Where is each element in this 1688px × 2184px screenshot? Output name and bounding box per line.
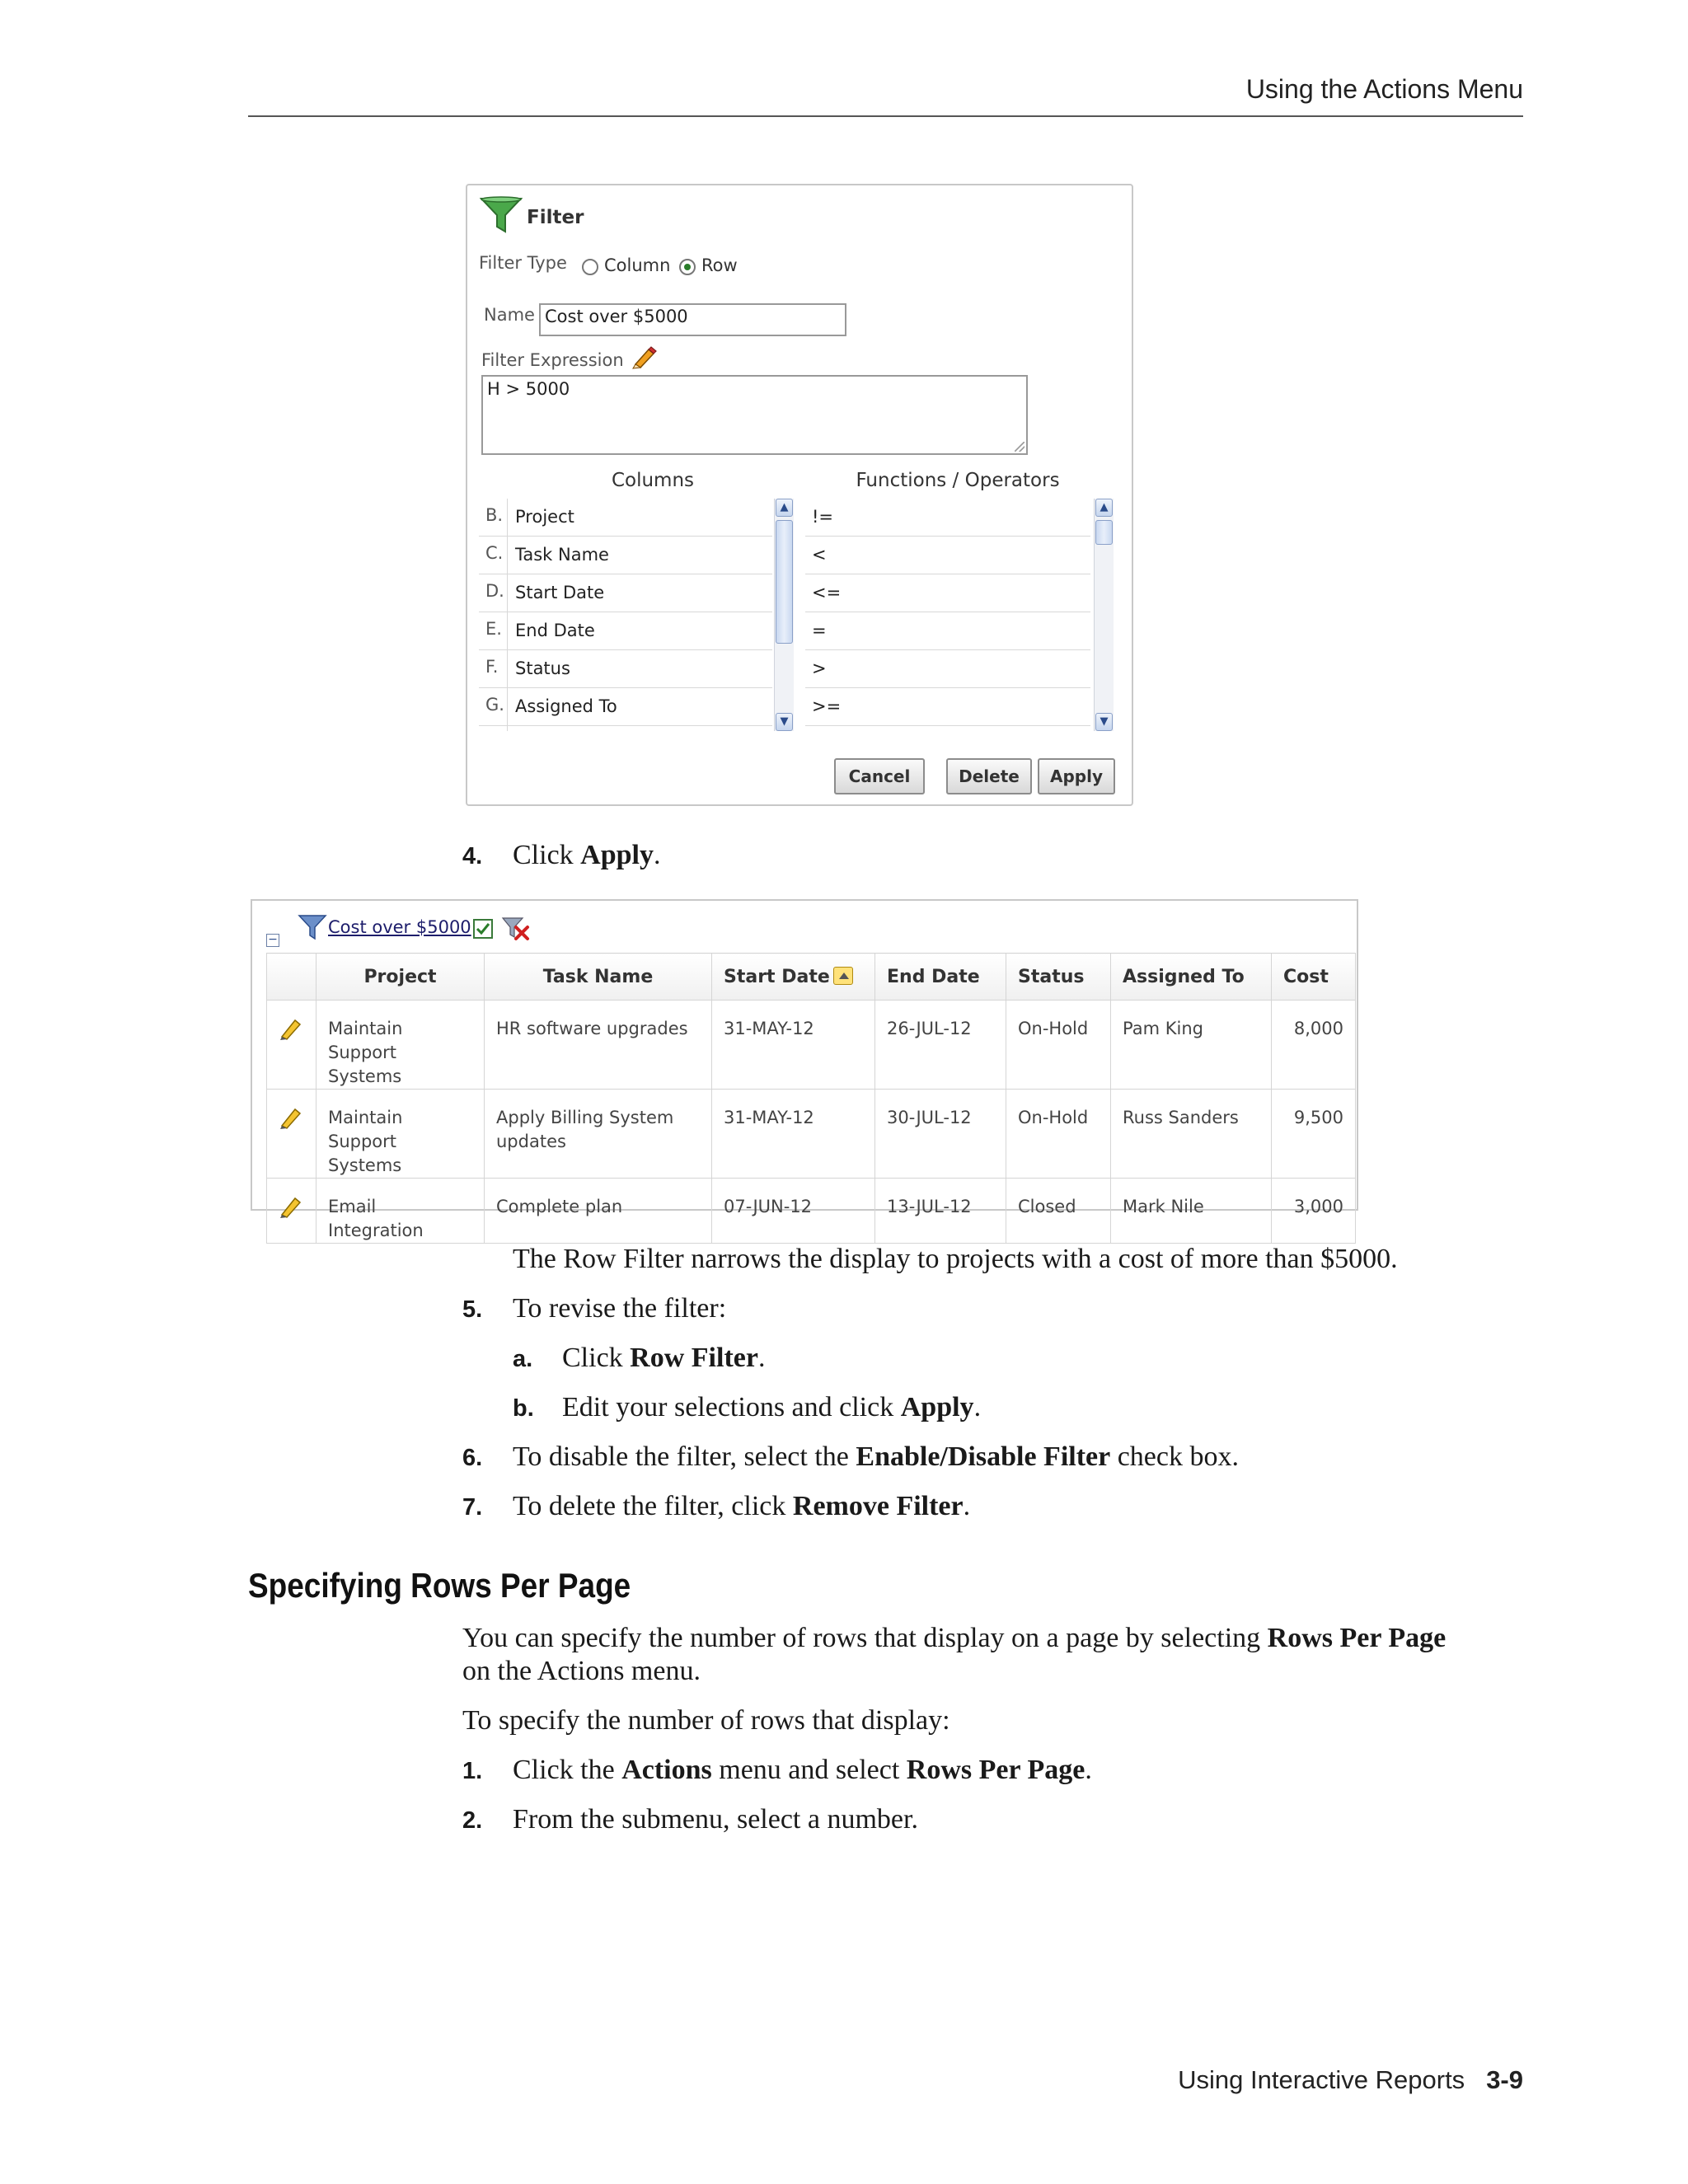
filter-type-row-radio[interactable] [679,259,696,275]
table-row [267,1090,1356,1179]
table-row [267,1001,1356,1090]
column-header-task-name[interactable]: Task Name [485,954,712,1001]
cell-start-date: 07-JUN-12 [712,1179,875,1244]
cell-assigned-to: Mark Nile [1111,1179,1272,1244]
section-intro-line2: on the Actions menu. [462,1656,701,1686]
list-item[interactable]: B. Project [479,499,772,537]
filter-expression-label: Filter Expression [481,350,624,370]
list-item[interactable]: C. Task Name [479,537,772,574]
list-item[interactable]: != [805,499,1090,537]
filter-funnel-icon [298,913,327,941]
report-table [266,953,1356,1244]
columns-list [479,499,772,731]
running-header [248,71,1523,117]
scroll-up-icon[interactable]: ▲ [1095,499,1113,517]
list-item[interactable]: >= [805,688,1090,726]
enable-disable-filter-checkbox[interactable] [473,919,493,939]
column-header-project[interactable]: Project [316,954,485,1001]
section-intro-line1: You can specify the number of rows that display on a page by selecting Rows Per Page [462,1623,1447,1653]
name-label: Name [484,305,535,325]
cell-status: On-Hold [1006,1001,1111,1090]
substep-letter: a. [513,1346,533,1372]
cell-status: On-Hold [1006,1090,1111,1179]
cell-project: Email Integration [316,1179,485,1244]
list-item[interactable]: F. Status [479,650,772,688]
cell-cost: 3,000 [1272,1179,1356,1244]
step-number: 6. [462,1445,483,1471]
scroll-thumb[interactable] [776,520,793,644]
cell-cost: 9,500 [1272,1090,1356,1179]
filter-expression-textarea[interactable] [481,375,1028,455]
list-item[interactable]: > [805,650,1090,688]
step-text: To delete the filter, click Remove Filter. [513,1491,971,1521]
list-item[interactable]: G. Assigned To [479,688,772,726]
step-number: 5. [462,1296,483,1323]
list-item[interactable]: < [805,537,1090,574]
operators-scrollbar[interactable] [1094,499,1114,731]
remove-filter-icon[interactable] [501,916,531,942]
filter-dialog-title: Filter [527,207,584,228]
cell-task: Complete plan [485,1179,712,1244]
cell-end-date: 30-JUL-12 [875,1090,1006,1179]
step-text: From the submenu, select a number. [513,1804,918,1835]
step-number: 1. [462,1758,483,1784]
cell-project: Maintain Support Systems [316,1001,485,1090]
cell-project: Maintain Support Systems [316,1090,485,1179]
substep-letter: b. [513,1395,534,1422]
filter-name-input[interactable]: Cost over $5000 [539,303,846,336]
scroll-thumb[interactable] [1095,520,1113,545]
column-header-end-date[interactable]: End Date [875,954,1006,1001]
table-row [267,1179,1356,1244]
cell-end-date: 13-JUL-12 [875,1179,1006,1244]
edit-row-icon[interactable] [267,1001,316,1090]
apply-button[interactable]: Apply [1038,758,1115,794]
list-item[interactable]: = [805,612,1090,650]
step-text: To disable the filter, select the Enable/Disable Filter check box. [513,1441,1239,1472]
cell-start-date: 31-MAY-12 [712,1001,875,1090]
filter-type-label: Filter Type [479,253,567,273]
functions-operators-heading: Functions / Operators [856,470,1060,491]
cell-task: HR software upgrades [485,1001,712,1090]
edit-row-icon[interactable] [267,1090,316,1179]
row-filter-link[interactable]: Cost over $5000 [328,917,471,937]
step-text: Click the Actions menu and select Rows Per Page. [513,1755,1092,1785]
list-item[interactable]: D. Start Date [479,574,772,612]
checkmark-icon [475,921,491,937]
cell-assigned-to: Russ Sanders [1111,1090,1272,1179]
page-footer [1178,2065,1523,2095]
list-item[interactable]: <= [805,574,1090,612]
step-number: 2. [462,1807,483,1834]
cell-assigned-to: Pam King [1111,1001,1272,1090]
column-header-start-date[interactable]: Start Date [712,954,875,1001]
running-header-title: Using the Actions Menu [1245,74,1523,104]
substep-text: Click Row Filter. [562,1343,766,1373]
filter-type-column-radio[interactable] [582,259,598,275]
filter-dialog [466,184,1133,806]
row-filter-note: The Row Filter narrows the display to projects with a cost of more than $5000. [513,1244,1398,1274]
sort-ascending-icon[interactable] [833,967,853,985]
step-number: 7. [462,1494,483,1521]
scroll-down-icon[interactable]: ▼ [776,713,793,731]
edit-column-header [267,954,316,1001]
column-header-assigned-to[interactable]: Assigned To [1111,954,1272,1001]
page-number: 3-9 [1486,2065,1523,2094]
section-heading: Specifying Rows Per Page [248,1566,631,1605]
cancel-button[interactable]: Cancel [834,758,925,794]
cell-end-date: 26-JUL-12 [875,1001,1006,1090]
resize-grip-icon[interactable] [1015,442,1025,452]
columns-scrollbar[interactable] [774,499,794,731]
cell-task: Apply Billing System updates [485,1090,712,1179]
footer-title: Using Interactive Reports [1178,2065,1465,2094]
step-number: 4. [462,843,483,869]
substep-text: Edit your selections and click Apply. [562,1392,982,1422]
collapse-toggle-icon[interactable]: − [266,934,279,947]
column-header-cost[interactable]: Cost [1272,954,1356,1001]
edit-row-icon[interactable] [267,1179,316,1244]
cell-status: Closed [1006,1179,1111,1244]
filter-type-row-label[interactable]: Row [701,255,738,275]
columns-heading: Columns [611,470,695,491]
operators-list [805,499,1090,731]
list-item[interactable]: E. End Date [479,612,772,650]
filter-expression-value: H > 5000 [487,379,570,399]
delete-button[interactable]: Delete [946,758,1032,794]
step-text: Click Apply. [513,840,661,870]
step-text: To revise the filter: [513,1293,727,1324]
scroll-down-icon[interactable]: ▼ [1095,713,1113,731]
edit-expression-icon[interactable] [631,344,657,369]
cell-cost: 8,000 [1272,1001,1356,1090]
filter-funnel-icon [479,195,523,235]
scroll-up-icon[interactable]: ▲ [776,499,793,517]
cell-start-date: 31-MAY-12 [712,1090,875,1179]
column-header-status[interactable]: Status [1006,954,1111,1001]
section-lead: To specify the number of rows that display: [462,1705,950,1736]
filter-type-column-label[interactable]: Column [604,255,671,275]
interactive-report [251,899,1358,1240]
table-header-row [267,954,1356,1001]
